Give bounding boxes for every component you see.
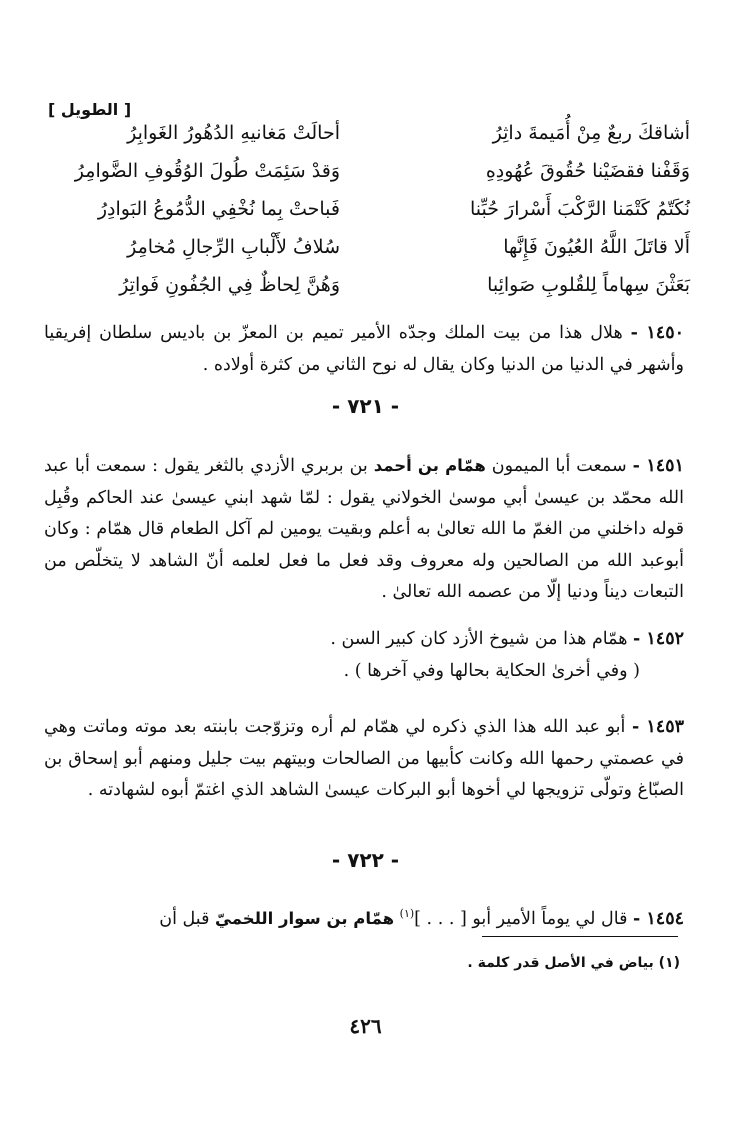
footnote-marker: (١): [399, 907, 415, 920]
entry-number: ١٤٥١ -: [632, 456, 684, 476]
entry-number: ١٤٥٤ -: [633, 908, 684, 929]
entry-text: سمعت أبا الميمون: [491, 456, 627, 476]
person-name: همّام بن سوار اللخميّ: [215, 908, 395, 928]
verse-second-hemistich: أحالَتْ مَغانيهِ الدُهُورُ الغَوابِرُ: [127, 122, 340, 144]
entry-number: ١٤٥٢ -: [633, 629, 684, 649]
verse-line: [40, 232, 690, 262]
verse-line: [40, 194, 690, 224]
verse-first-hemistich: نُكَتّمُ كَتْمَنا الرَّكْبَ أَسْرارَ حُبِّنا: [470, 198, 690, 220]
entry-1452: [44, 624, 684, 687]
verse-line: [40, 270, 690, 300]
entry-1450: [44, 318, 684, 381]
entry-text: هلال هذا من بيت الملك وجدّه الأمير تميم بن المعزّ بن باديس سلطان إفريقيا وأشهر في الدنيا من الدنيا وكان يقال له نوح الثاني من كثرة أولاده .: [44, 323, 684, 375]
verse-first-hemistich: بَعَثْنَ سِهاماً لِلقُلوبِ صَوائِبا: [487, 274, 690, 296]
page-marker: - ٧٢١ -: [331, 394, 400, 418]
footnote: (١) بياض في الأصل قدر كلمة .: [467, 955, 680, 971]
entry-number: ١٤٥٣ -: [631, 717, 684, 737]
entry-text: قال لي يوماً الأمير أبو [ . . . ]: [414, 908, 628, 929]
person-name: همّام بن أحمد: [373, 456, 486, 475]
verse-second-hemistich: وَهُنَّ لِحاظٌ فِي الجُفُونِ فَواتِرُ: [119, 274, 340, 296]
page-marker: - ٧٢٢ -: [331, 848, 400, 872]
entry-1454: [44, 898, 684, 935]
poem: [40, 118, 690, 308]
entry-note: ( وفي أخرىٰ الحكاية بحالها وفي آخرها ) .: [343, 660, 640, 681]
verse-first-hemistich: وَقَفْنا فقضَيْنا حُقُوقَ عُهُودِهِ: [485, 160, 690, 182]
entry-text: همّام هذا من شيوخ الأزد كان كبير السن .: [330, 629, 628, 649]
entry-text: قبل أن: [159, 908, 210, 929]
meter-label: [ الطويل ]: [48, 100, 132, 119]
verse-second-hemistich: سُلافُ لأَلْبابِ الرِّجالِ مُخامِرُ: [127, 236, 340, 258]
entry-number: ١٤٥٠ -: [630, 323, 684, 343]
verse-line: [40, 118, 690, 148]
verse-line: [40, 156, 690, 186]
entry-1451: [44, 450, 684, 609]
verse-second-hemistich: فَباحتْ بِما نُخْفِي الدُّمُوعُ البَوادِرُ: [97, 198, 340, 220]
entry-1453: [44, 712, 684, 807]
verse-second-hemistich: وَقدْ سَئِمَتْ طُولَ الوُقُوفِ الضَّوامِرُ: [74, 160, 340, 182]
verse-first-hemistich: أَلا قاتَلَ اللَّهُ العُيُونَ فَإِنَّها: [503, 236, 690, 258]
footnote-divider: [482, 936, 678, 937]
entry-text: بن بربري الأزدي بالثغر يقول : سمعت أبا عبد الله محمّد بن عيسىٰ أبي موسىٰ الخولاني يقول : لمّا شهد ابني عيسىٰ عند الحاكم وقُبِل قوله داخلني من الغمّ ما الله تعالىٰ به أعلم وبقيت يومين لم آكل الطعام قال همّام : وكان أبوعبد الله من الصالحين وله معروف وقد فعل ما فعل لعلمه أنّ الشاهد لا يتخلّص من التبعات ديناً ودنيا إلّا من عصمه الله تعالىٰ .: [44, 456, 684, 602]
verse-first-hemistich: أشاقكَ ربعٌ مِنْ أُمَيمةَ داثِرُ: [492, 122, 690, 144]
entry-text: أبو عبد الله هذا الذي ذكره لي همّام لم أره وتزوّجت بابنته بعد موته وماتت وهي في عصمتي رحمها الله وكانت كأبيها من الصالحات وبيتهم بيت جليل ومنهم أبو إسحاق بن الصبّاغ وتولّى تزويجها لي أخوها أبو البركات عيسىٰ الشاهد الذي اغتمّ أبوه لشهادته .: [44, 717, 684, 800]
page-number: ٤٢٦: [349, 1014, 382, 1038]
